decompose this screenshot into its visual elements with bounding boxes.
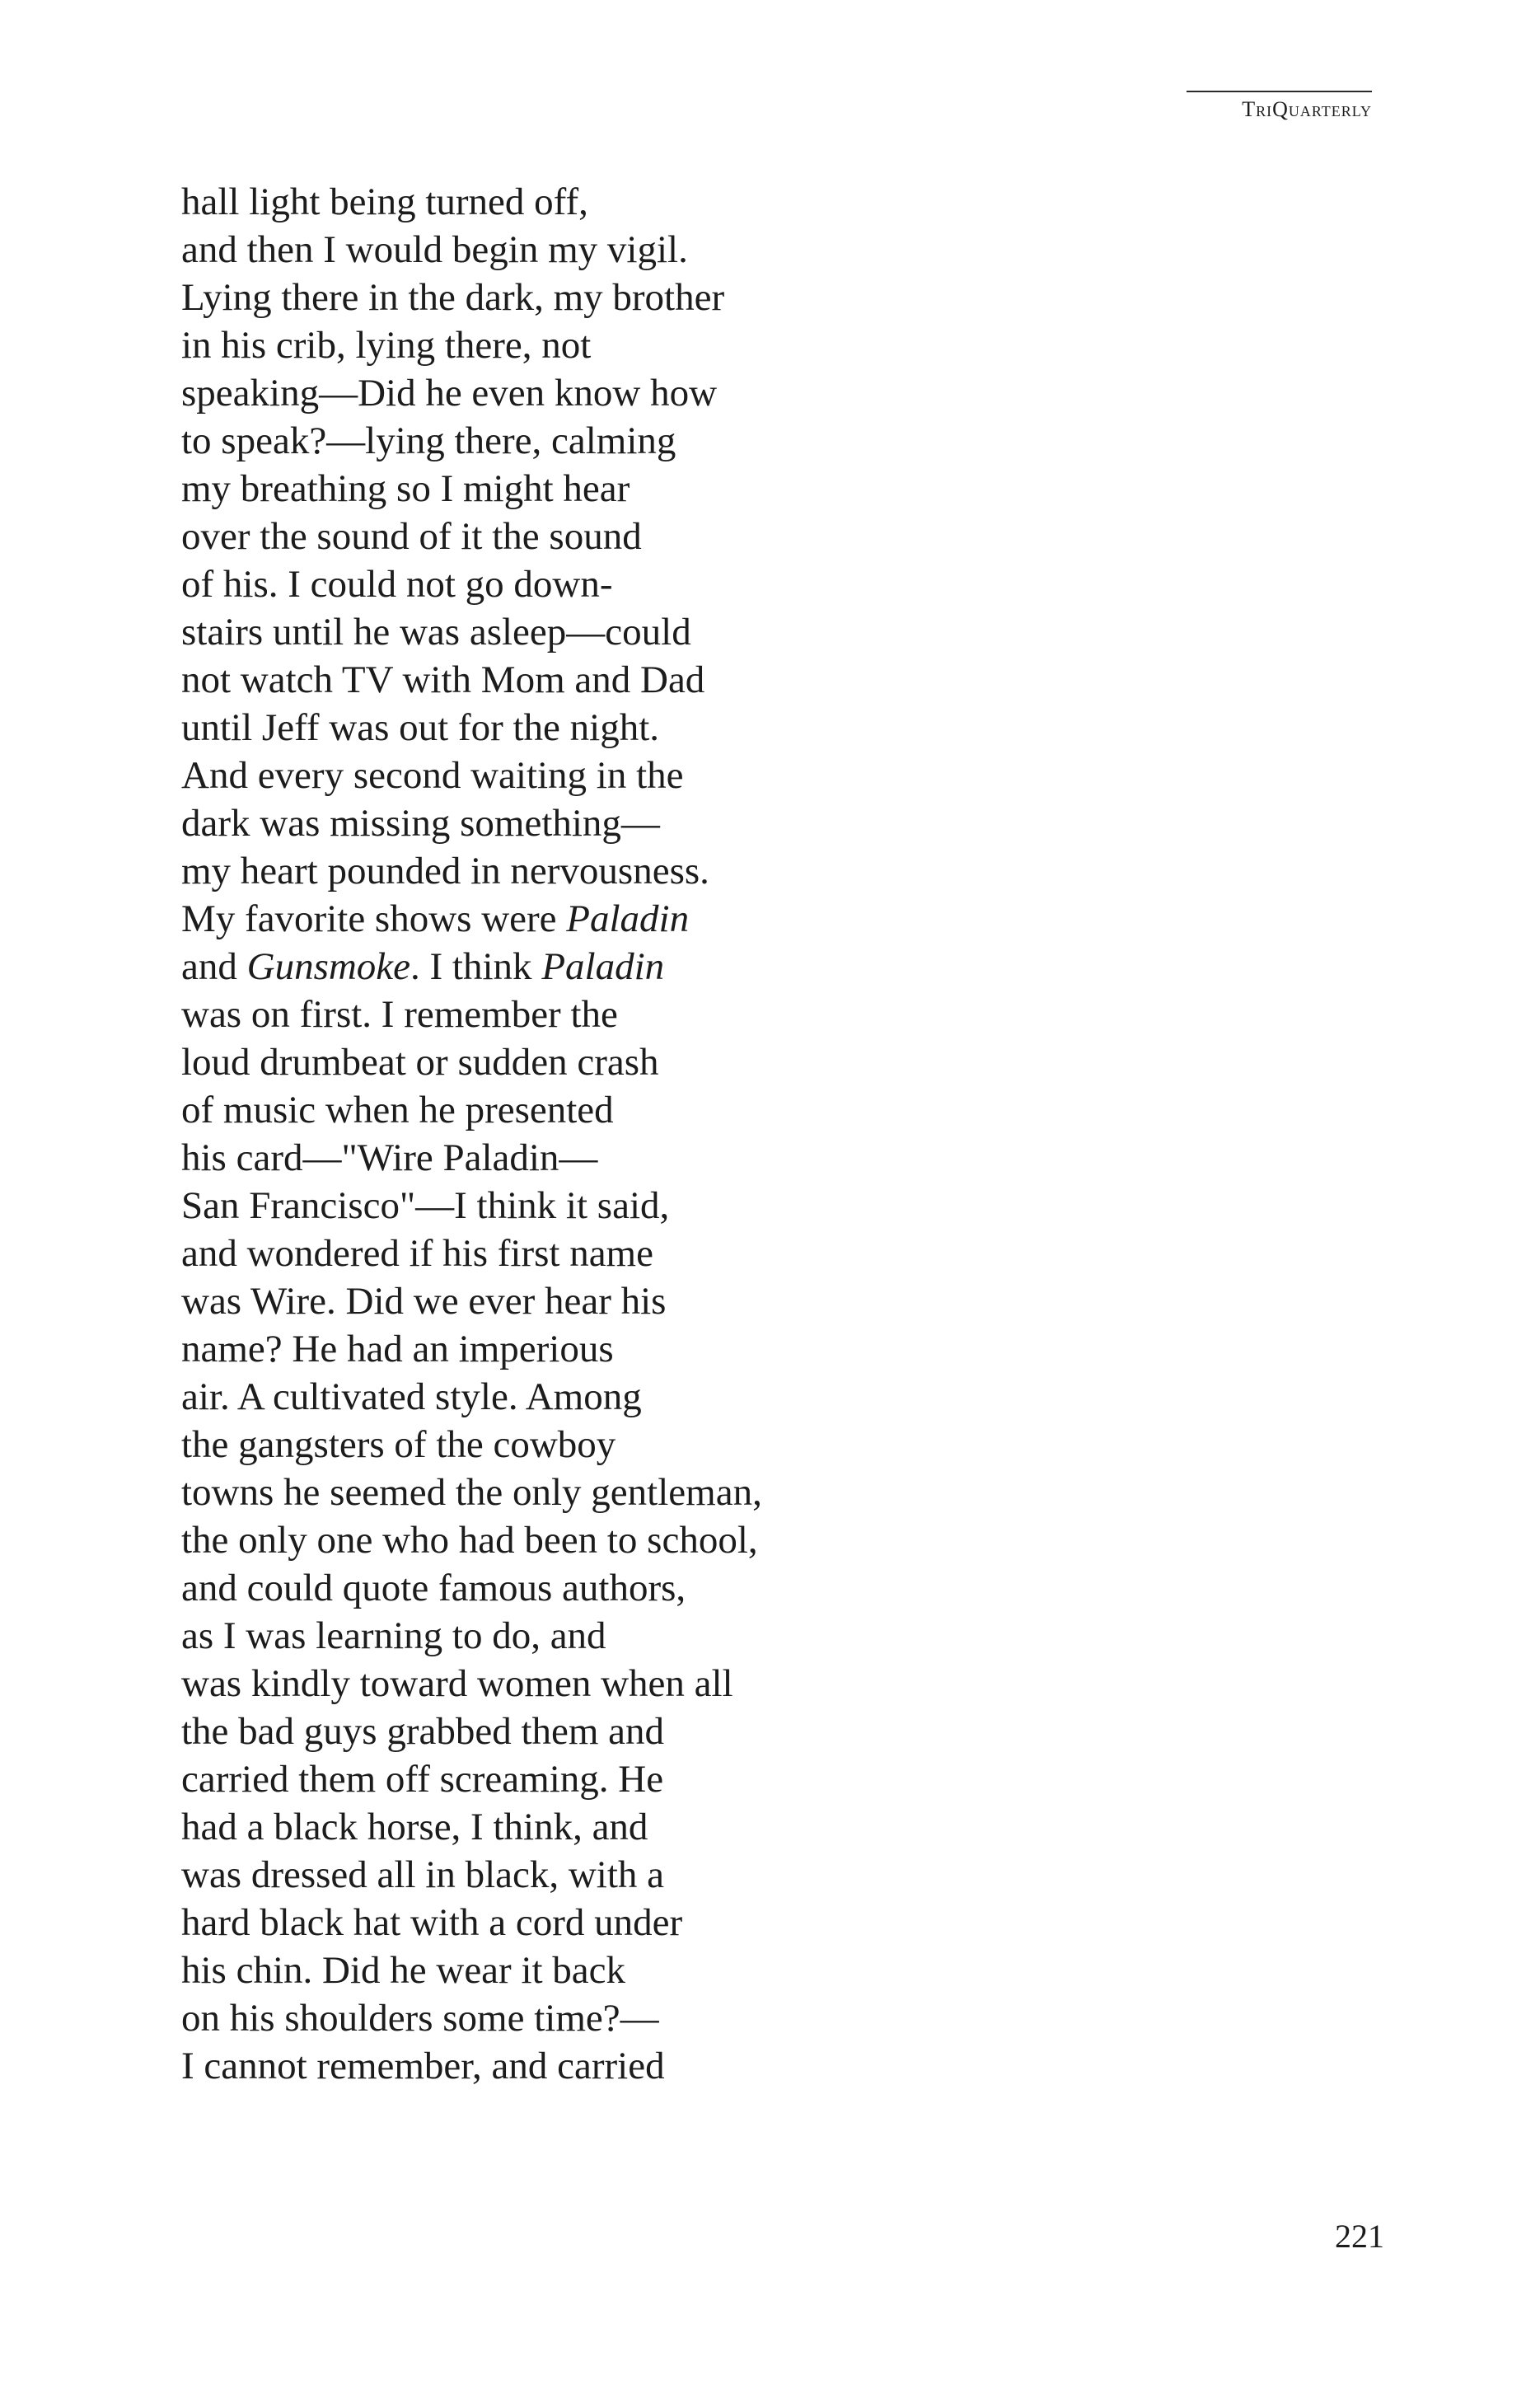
line-text: hall light being turned off, (181, 180, 588, 223)
poem-line (181, 1564, 1252, 1612)
poem-line (181, 704, 1252, 752)
line-text: San Francisco"—I think it said, (181, 1184, 670, 1227)
line-text: his chin. Did he wear it back (181, 1949, 626, 1992)
line-text: I cannot remember, and carried (181, 2045, 665, 2087)
line-text: And every second waiting in the (181, 754, 684, 797)
poem-line (181, 1755, 1252, 1803)
line-text: stairs until he was asleep—could (181, 611, 691, 654)
poem-line (181, 991, 1252, 1038)
line-text: carried them off screaming. He (181, 1758, 664, 1801)
line-text: the only one who had been to school, (181, 1519, 758, 1562)
line-text: was dressed all in black, with a (181, 1853, 665, 1896)
poem-line (181, 1851, 1252, 1899)
poem-line (181, 656, 1252, 704)
poem-line (181, 1134, 1252, 1182)
line-text: of his. I could not go down- (181, 563, 613, 606)
line-text: air. A cultivated style. Among (181, 1375, 642, 1418)
poem-line (181, 608, 1252, 656)
poem-line (181, 1421, 1252, 1469)
line-text: in his crib, lying there, not (181, 324, 592, 367)
poem-line (181, 943, 1252, 991)
poem-line (181, 1612, 1252, 1660)
poem-line (181, 513, 1252, 560)
poem-line (181, 1325, 1252, 1373)
line-text: and wondered if his first name (181, 1232, 653, 1275)
poem-line (181, 1899, 1252, 1947)
poem-line (181, 1469, 1252, 1516)
line-text: Lying there in the dark, my brother (181, 276, 725, 319)
poem-line (181, 1038, 1252, 1086)
line-text: to speak?—lying there, calming (181, 419, 676, 462)
line-text: of music when he presented (181, 1089, 614, 1131)
poem-line (181, 752, 1252, 799)
poem-line (181, 1277, 1252, 1325)
poem-line (181, 321, 1252, 369)
line-text: the bad guys grabbed them and (181, 1710, 665, 1753)
line-text: loud drumbeat or sudden crash (181, 1041, 659, 1084)
poem-line (181, 1803, 1252, 1851)
line-text: and then I would begin my vigil. (181, 228, 688, 271)
poem-line (181, 369, 1252, 417)
italic-title: Gunsmoke (246, 945, 411, 988)
running-head: TriQuarterly (1187, 91, 1372, 122)
line-text: my breathing so I might hear (181, 467, 630, 510)
poem-line (181, 1516, 1252, 1564)
line-text: until Jeff was out for the night. (181, 706, 660, 749)
line-text: my heart pounded in nervousness. (181, 850, 709, 892)
poem-line (181, 2042, 1252, 2090)
line-text: and (181, 945, 247, 988)
poem-line (181, 417, 1252, 465)
line-text: speaking—Did he even know how (181, 372, 718, 415)
line-text: his card—"Wire Paladin— (181, 1136, 598, 1179)
line-text: over the sound of it the sound (181, 515, 642, 558)
poem-line (181, 1182, 1252, 1230)
line-text: towns he seemed the only gentleman, (181, 1471, 762, 1514)
poem-line (181, 1994, 1252, 2042)
poem-line (181, 1660, 1252, 1708)
poem-line (181, 847, 1252, 895)
line-text: hard black hat with a cord under (181, 1901, 683, 1944)
line-text: dark was missing something— (181, 802, 660, 845)
poem-line (181, 560, 1252, 608)
line-text: was Wire. Did we ever hear his (181, 1280, 667, 1323)
poem-line (181, 1086, 1252, 1134)
poem-line (181, 274, 1252, 321)
line-text: on his shoulders some time?— (181, 1997, 659, 2040)
line-text: and could quote famous authors, (181, 1567, 686, 1609)
italic-title: Paladin (566, 897, 690, 940)
line-text: had a black horse, I think, and (181, 1806, 648, 1848)
poem-body (181, 178, 1252, 2090)
poem-line (181, 1708, 1252, 1755)
line-text: name? He had an imperious (181, 1328, 614, 1370)
line-text: the gangsters of the cowboy (181, 1423, 616, 1466)
poem-line (181, 895, 1252, 943)
poem-line (181, 1373, 1252, 1421)
poem-line (181, 1230, 1252, 1277)
line-text: . I think (410, 945, 542, 988)
poem-line (181, 1947, 1252, 1994)
line-text: not watch TV with Mom and Dad (181, 658, 705, 701)
line-text: My favorite shows were (181, 897, 567, 940)
poem-line (181, 799, 1252, 847)
poem-line (181, 226, 1252, 274)
poem-line (181, 178, 1252, 226)
page-number: 221 (1335, 2218, 1384, 2255)
poem-line (181, 465, 1252, 513)
italic-title: Paladin (541, 945, 665, 988)
line-text: as I was learning to do, and (181, 1614, 606, 1657)
line-text: was on first. I remember the (181, 993, 618, 1036)
line-text: was kindly toward women when all (181, 1662, 733, 1705)
